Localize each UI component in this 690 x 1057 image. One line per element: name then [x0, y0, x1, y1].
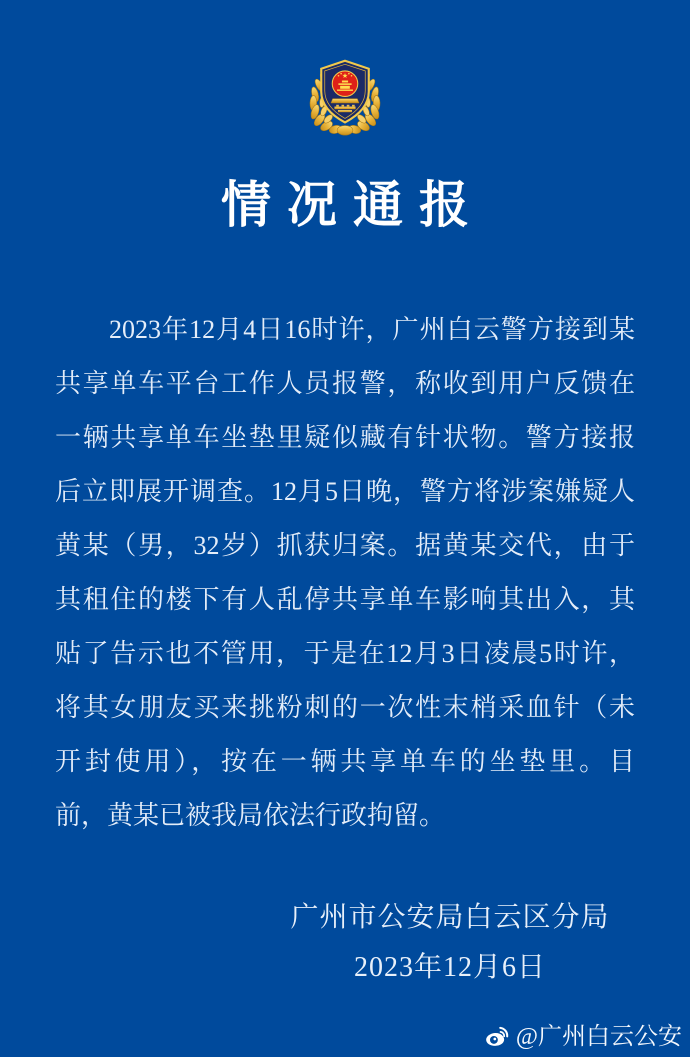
issuing-authority: 广州市公安局白云区分局 [290, 902, 610, 933]
notice-body [55, 303, 635, 843]
body-line: 将其女朋友买来挑粉刺的一次性末梢采血针（未 [55, 693, 635, 722]
body-line: 前，黄某已被我局依法行政拘留。 [55, 801, 446, 830]
signature-block [210, 901, 690, 985]
police-badge-icon [300, 52, 390, 140]
body-line: 2023年12月4日16时许，广州白云警方接到某 [109, 315, 635, 344]
body-line: 一辆共享单车坐垫里疑似藏有针状物。警方接报 [55, 423, 635, 452]
body-line: 贴了告示也不管用，于是在12月3日凌晨5时许， [55, 639, 635, 668]
body-line: 开封使用），按在一辆共享单车的坐垫里。目 [55, 747, 635, 776]
weibo-watermark [483, 1023, 682, 1050]
body-line: 共享单车平台工作人员报警，称收到用户反馈在 [55, 369, 635, 398]
body-line: 黄某（男，32岁）抓获归案。据黄某交代，由于 [55, 531, 635, 560]
issue-date: 2023年12月6日 [353, 952, 546, 983]
notice-title: 情况通报 [221, 177, 485, 233]
weibo-icon [483, 1023, 510, 1050]
body-line: 其租住的楼下有人乱停共享单车影响其出入，其 [55, 585, 635, 614]
body-line: 后立即展开调查。12月5日晚，警方将涉案嫌疑人 [55, 477, 635, 506]
watermark-text: @广州白云公安 [515, 1023, 682, 1050]
